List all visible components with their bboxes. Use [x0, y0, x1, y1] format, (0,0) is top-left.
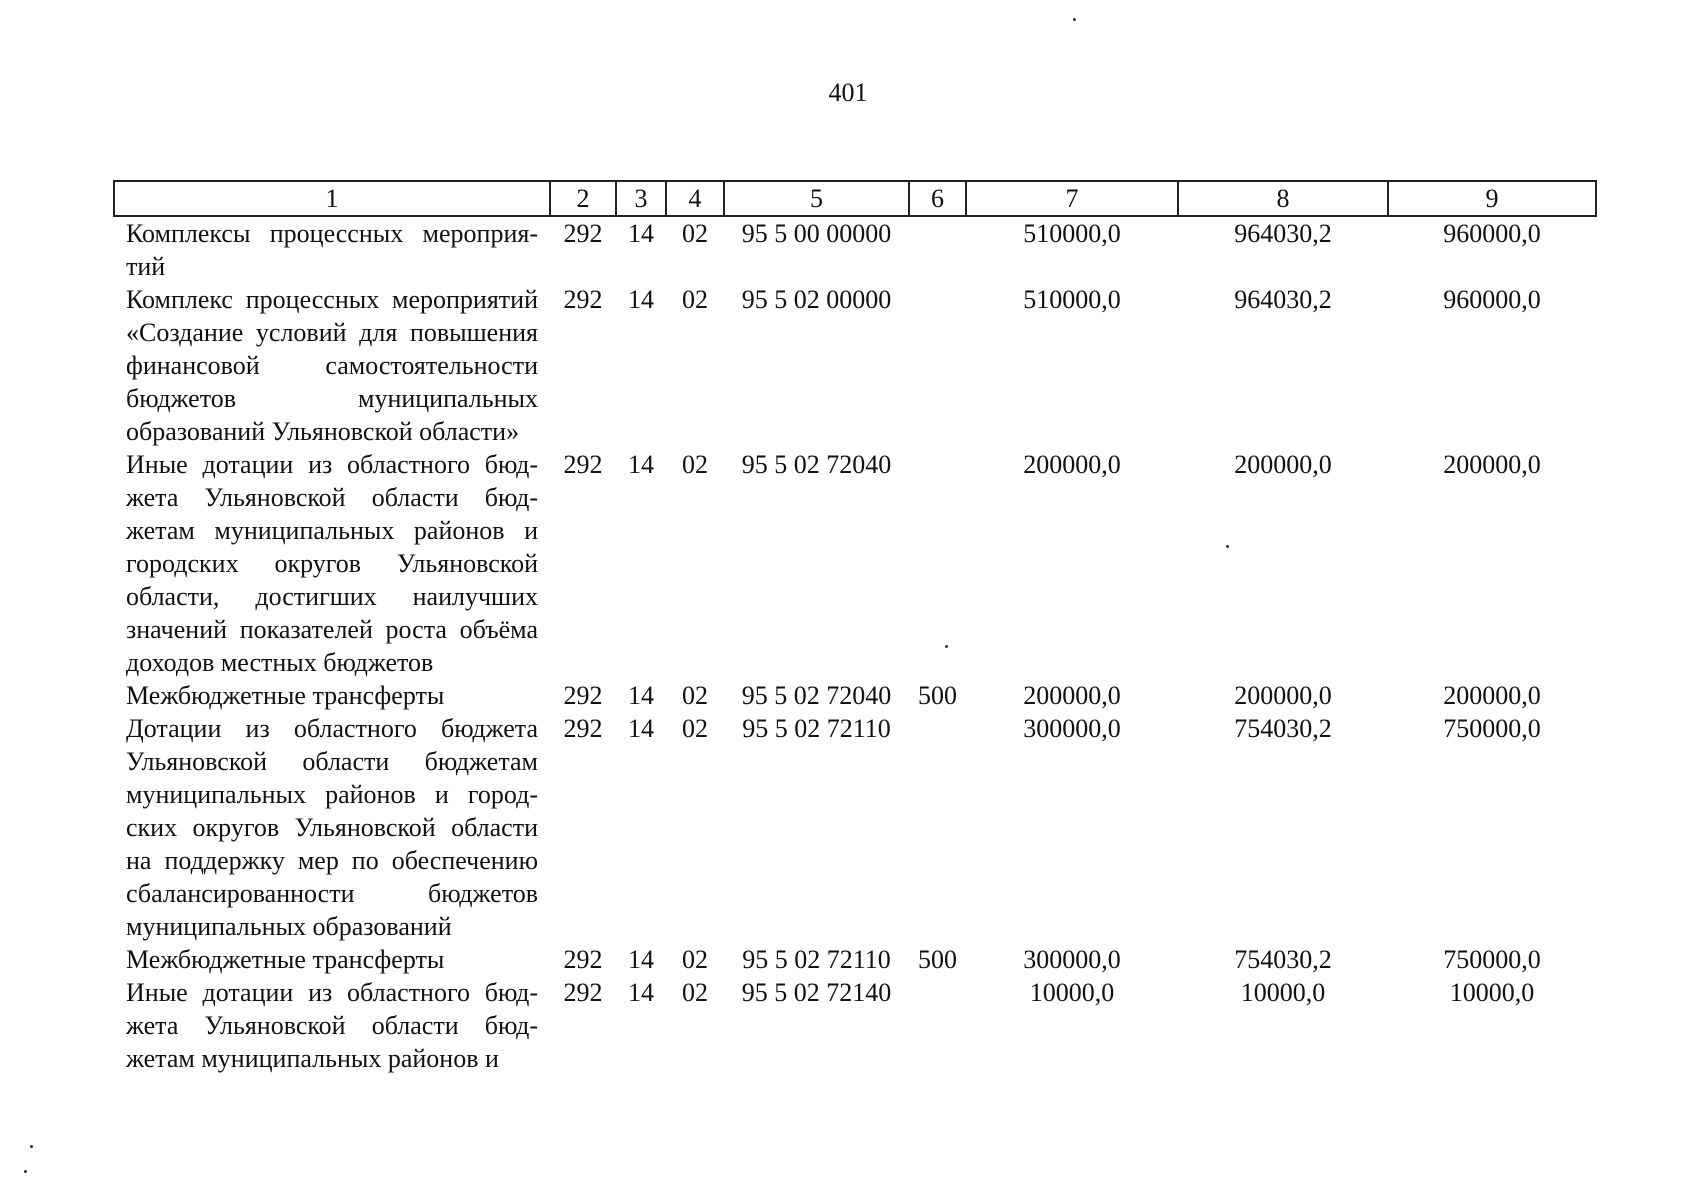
- scan-speck: [1226, 545, 1229, 548]
- row-target-article: 95 5 02 72110: [742, 714, 891, 743]
- row-target-article: 95 5 02 72110: [742, 945, 891, 974]
- row-section-code: 14: [628, 978, 654, 1007]
- row-ministry-code: 292: [563, 219, 603, 248]
- row-name: Дотации из областного бюджета Ульяновской области бюджетам муниципальных районов и городских округов Ульяновской области на поддержку мер по обеспечению сбалансированности бюджетов муниципальных образований: [126, 714, 538, 941]
- column-header-7: 7: [966, 181, 1178, 216]
- scan-speck: [1073, 18, 1076, 21]
- table-row: [114, 283, 1596, 448]
- row-expense-type: 500: [918, 681, 957, 710]
- row-section-code: 14: [628, 219, 654, 248]
- row-amount-col8: 10000,0: [1240, 978, 1326, 1007]
- row-name: Иные дотации из областного бюджета Ульяновской области бюджетам муниципальных районов и городских округов Ульяновской области, достигших наилучших значений показателей роста объёма доходов местных бюджетов: [126, 450, 538, 677]
- row-section-code: 14: [628, 285, 654, 314]
- table-row: [114, 216, 1596, 283]
- row-ministry-code: 292: [563, 978, 603, 1007]
- row-ministry-code: 292: [563, 450, 603, 479]
- row-amount-col9: 750000,0: [1443, 714, 1541, 743]
- row-expense-type: [909, 712, 966, 943]
- row-target-article: 95 5 00 00000: [741, 219, 892, 248]
- page-number: 401: [828, 78, 868, 107]
- column-header-3: 3: [616, 181, 666, 216]
- row-target-article: 95 5 02 72040: [741, 450, 892, 479]
- row-amount-col8: 754030,2: [1234, 714, 1332, 743]
- column-header-6: 6: [909, 181, 966, 216]
- scan-speck: [945, 645, 948, 648]
- column-header-4: 4: [666, 181, 724, 216]
- row-subsection-code: 02: [682, 945, 708, 974]
- row-subsection-code: 02: [682, 978, 708, 1007]
- row-name: Иные дотации из областного бюджета Ульяновской области бюджетам муниципальных районов и: [126, 978, 538, 1073]
- row-amount-col7: 510000,0: [1023, 219, 1121, 248]
- table-row: [114, 943, 1596, 976]
- row-amount-col8: 964030,2: [1234, 219, 1332, 248]
- table-row: [114, 712, 1596, 943]
- row-section-code: 14: [628, 945, 654, 974]
- row-amount-col8: 754030,2: [1234, 945, 1332, 974]
- row-amount-col8: 200000,0: [1234, 450, 1332, 479]
- row-name: Комплекс процессных мероприятий «Создание условий для повышения финансовой самостоятельности бюджетов муниципальных образований Ульяновской области»: [126, 285, 538, 446]
- row-amount-col9: 200000,0: [1443, 681, 1541, 710]
- table-row: [114, 976, 1596, 1075]
- row-subsection-code: 02: [682, 681, 708, 710]
- row-target-article: 95 5 02 00000: [741, 285, 892, 314]
- row-amount-col9: 200000,0: [1443, 450, 1541, 479]
- row-target-article: 95 5 02 72140: [741, 978, 892, 1007]
- row-ministry-code: 292: [563, 945, 603, 974]
- budget-table: [113, 180, 1597, 1075]
- row-amount-col9: 960000,0: [1443, 285, 1541, 314]
- column-header-2: 2: [550, 181, 616, 216]
- row-amount-col8: 200000,0: [1234, 681, 1332, 710]
- row-ministry-code: 292: [563, 681, 603, 710]
- column-header-9: 9: [1388, 181, 1596, 216]
- row-amount-col9: 750000,0: [1443, 945, 1541, 974]
- row-expense-type: [909, 976, 966, 1075]
- row-ministry-code: 292: [563, 714, 603, 743]
- row-target-article: 95 5 02 72040: [741, 681, 892, 710]
- row-subsection-code: 02: [682, 714, 708, 743]
- row-expense-type: [909, 448, 966, 679]
- row-amount-col7: 10000,0: [1029, 978, 1115, 1007]
- row-amount-col7: 300000,0: [1023, 945, 1121, 974]
- row-section-code: 14: [628, 714, 654, 743]
- row-section-code: 14: [628, 681, 654, 710]
- table-row: [114, 448, 1596, 679]
- column-header-8: 8: [1178, 181, 1388, 216]
- row-expense-type: 500: [918, 945, 957, 974]
- table-row: [114, 679, 1596, 712]
- row-amount-col7: 300000,0: [1023, 714, 1121, 743]
- row-name: Межбюджетные трансферты: [126, 945, 445, 974]
- row-amount-col7: 200000,0: [1023, 681, 1121, 710]
- column-header-1: 1: [114, 181, 550, 216]
- row-amount-col8: 964030,2: [1234, 285, 1332, 314]
- row-expense-type: [909, 216, 966, 283]
- row-expense-type: [909, 283, 966, 448]
- row-subsection-code: 02: [682, 285, 708, 314]
- row-section-code: 14: [628, 450, 654, 479]
- scan-speck: [24, 1170, 27, 1173]
- row-amount-col7: 200000,0: [1023, 450, 1121, 479]
- column-header-5: 5: [724, 181, 909, 216]
- row-amount-col7: 510000,0: [1023, 285, 1121, 314]
- row-name: Межбюджетные трансферты: [126, 681, 445, 710]
- header-row: [114, 181, 1596, 216]
- row-amount-col9: 960000,0: [1443, 219, 1541, 248]
- row-subsection-code: 02: [682, 450, 708, 479]
- row-amount-col9: 10000,0: [1449, 978, 1535, 1007]
- row-subsection-code: 02: [682, 219, 708, 248]
- row-ministry-code: 292: [563, 285, 603, 314]
- row-name: Комплексы процессных мероприятий: [126, 219, 538, 281]
- scan-speck: [30, 1145, 33, 1148]
